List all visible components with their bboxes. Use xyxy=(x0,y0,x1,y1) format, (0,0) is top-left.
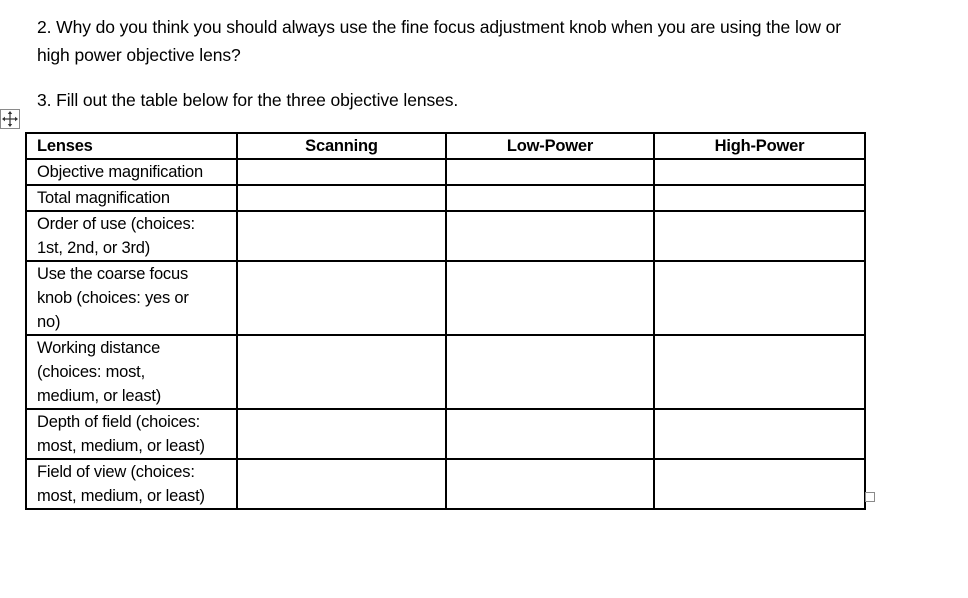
table-resize-icon[interactable] xyxy=(865,492,875,502)
header-lenses: Lenses xyxy=(26,133,237,159)
table-cell-low-power[interactable] xyxy=(446,459,654,509)
table-cell-scanning[interactable] xyxy=(237,261,446,335)
row-label: Working distance (choices: most, medium, or least) xyxy=(26,335,237,409)
table-cell-low-power[interactable] xyxy=(446,185,654,211)
question-2: 2. Why do you think you should always use the fine focus adjustment knob when you are using the low or high power objective lens? xyxy=(37,17,842,65)
lens-table xyxy=(25,132,866,510)
header-high-power: High-Power xyxy=(654,133,865,159)
table-cell-scanning[interactable] xyxy=(237,211,446,261)
table-row xyxy=(26,409,865,459)
table-cell-high-power[interactable] xyxy=(654,459,865,509)
table-cell-low-power[interactable] xyxy=(446,211,654,261)
row-label: Objective magnification xyxy=(26,159,237,185)
table-cell-high-power[interactable] xyxy=(654,409,865,459)
table-cell-scanning[interactable] xyxy=(237,159,446,185)
table-cell-low-power[interactable] xyxy=(446,335,654,409)
table-cell-low-power[interactable] xyxy=(446,409,654,459)
table-cell-scanning[interactable] xyxy=(237,185,446,211)
table-row xyxy=(26,211,865,261)
question-3: 3. Fill out the table below for the three objective lenses. xyxy=(37,90,459,110)
table-cell-high-power[interactable] xyxy=(654,159,865,185)
table-row xyxy=(26,185,865,211)
table-cell-high-power[interactable] xyxy=(654,335,865,409)
row-label: Order of use (choices: 1st, 2nd, or 3rd) xyxy=(26,211,237,261)
row-label: Depth of field (choices: most, medium, or least) xyxy=(26,409,237,459)
row-label: Total magnification xyxy=(26,185,237,211)
table-row xyxy=(26,459,865,509)
table-cell-high-power[interactable] xyxy=(654,261,865,335)
row-label: Field of view (choices: most, medium, or least) xyxy=(26,459,237,509)
header-low-power: Low-Power xyxy=(446,133,654,159)
table-cell-scanning[interactable] xyxy=(237,335,446,409)
table-cell-low-power[interactable] xyxy=(446,159,654,185)
table-row xyxy=(26,335,865,409)
table-row xyxy=(26,159,865,185)
table-cell-high-power[interactable] xyxy=(654,211,865,261)
move-arrows-icon[interactable] xyxy=(0,109,20,129)
table-cell-high-power[interactable] xyxy=(654,185,865,211)
table-cell-scanning[interactable] xyxy=(237,459,446,509)
table-cell-scanning[interactable] xyxy=(237,409,446,459)
row-label: Use the coarse focus knob (choices: yes or no) xyxy=(26,261,237,335)
table-row xyxy=(26,261,865,335)
table-header-row xyxy=(26,133,865,159)
header-scanning: Scanning xyxy=(237,133,446,159)
table-cell-low-power[interactable] xyxy=(446,261,654,335)
